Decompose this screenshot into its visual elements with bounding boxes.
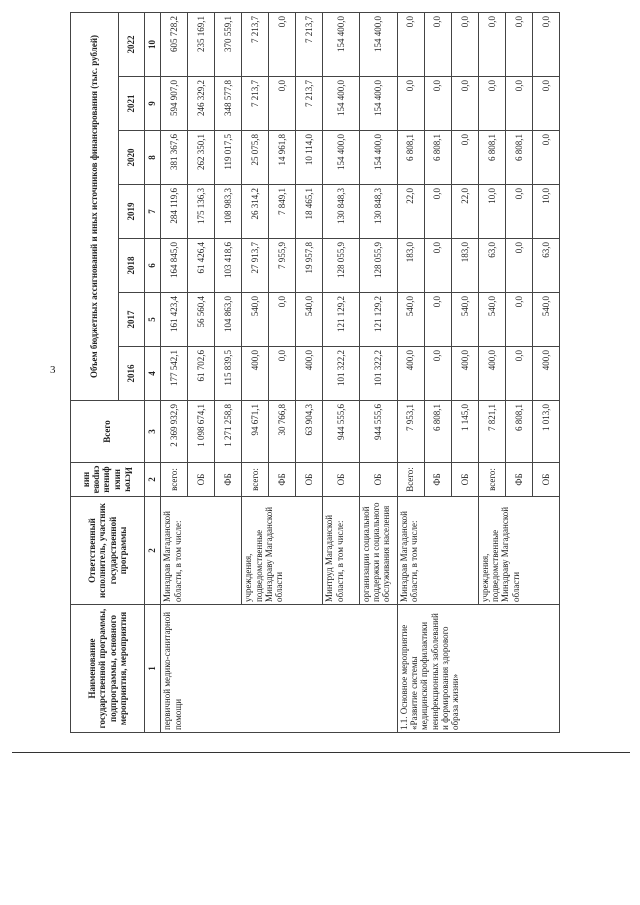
total-value-cell: 1 271 258,8 [215, 401, 242, 463]
year-value-cell: 540,0 [451, 293, 478, 347]
year-value-cell: 108 983,3 [215, 185, 242, 239]
year-value-cell: 0,0 [397, 77, 424, 131]
year-value-cell: 14 961,8 [269, 131, 296, 185]
total-value-cell: 2 369 932,9 [161, 401, 188, 463]
year-value-cell: 22,0 [397, 185, 424, 239]
year-value-cell: 27 913,7 [242, 239, 269, 293]
total-value-cell: 944 555,6 [359, 401, 397, 463]
total-value-cell: 6 808,1 [505, 401, 532, 463]
year-value-cell: 540,0 [242, 293, 269, 347]
source-cell: ОБ [532, 463, 559, 497]
year-value-cell: 183,0 [397, 239, 424, 293]
year-value-cell: 7 213,7 [242, 13, 269, 77]
year-value-cell: 61 426,4 [188, 239, 215, 293]
year-value-cell: 605 728,2 [161, 13, 188, 77]
year-value-cell: 0,0 [397, 13, 424, 77]
year-value-cell: 183,0 [451, 239, 478, 293]
total-value-cell: 94 671,1 [242, 401, 269, 463]
col-number: 6 [145, 239, 161, 293]
year-value-cell: 7 213,7 [296, 77, 323, 131]
year-value-cell: 154 400,0 [323, 131, 359, 185]
executor-cell: Минздрав Магаданской области, в том числе: [161, 497, 242, 605]
col-number: 2 [145, 497, 161, 605]
total-value-cell: 30 766,8 [269, 401, 296, 463]
year-value-cell: 0,0 [478, 13, 505, 77]
source-cell: ОБ [188, 463, 215, 497]
year-value-cell: 63,0 [478, 239, 505, 293]
executor-cell: Минтруд Магаданской области, в том числе: [323, 497, 359, 605]
header-name: Наименование государственной программы, подпрограммы, основного мероприятия, мероприятия [71, 605, 145, 733]
year-value-cell: 400,0 [296, 347, 323, 401]
year-value-cell: 540,0 [397, 293, 424, 347]
header-year: 2022 [119, 13, 145, 77]
year-value-cell: 6 808,1 [505, 131, 532, 185]
source-cell: ОБ [323, 463, 359, 497]
year-value-cell: 119 017,5 [215, 131, 242, 185]
year-value-cell: 235 169,1 [188, 13, 215, 77]
total-value-cell: 1 145,0 [451, 401, 478, 463]
total-value-cell: 6 808,1 [424, 401, 451, 463]
year-value-cell: 19 957,8 [296, 239, 323, 293]
source-cell: всего: [242, 463, 269, 497]
year-value-cell: 0,0 [505, 77, 532, 131]
year-value-cell: 25 075,8 [242, 131, 269, 185]
page-divider [12, 752, 630, 753]
header-year: 2019 [119, 185, 145, 239]
col-number: 4 [145, 347, 161, 401]
year-value-cell: 0,0 [424, 239, 451, 293]
year-value-cell: 0,0 [478, 77, 505, 131]
col-number: 10 [145, 13, 161, 77]
year-value-cell: 6 808,1 [478, 131, 505, 185]
year-value-cell: 7 213,7 [296, 13, 323, 77]
year-value-cell: 0,0 [269, 13, 296, 77]
source-cell: ФБ [215, 463, 242, 497]
year-value-cell: 18 465,1 [296, 185, 323, 239]
year-value-cell: 130 848,3 [359, 185, 397, 239]
year-value-cell: 63,0 [532, 239, 559, 293]
header-total: Всего [71, 401, 145, 463]
year-value-cell: 61 702,6 [188, 347, 215, 401]
year-value-cell: 154 400,0 [359, 77, 397, 131]
year-value-cell: 26 314,2 [242, 185, 269, 239]
year-value-cell: 0,0 [532, 131, 559, 185]
year-value-cell: 400,0 [242, 347, 269, 401]
year-value-cell: 400,0 [532, 347, 559, 401]
total-value-cell: 944 555,6 [323, 401, 359, 463]
year-value-cell: 154 400,0 [323, 13, 359, 77]
year-value-cell: 0,0 [532, 77, 559, 131]
year-value-cell: 22,0 [451, 185, 478, 239]
col-number: 2 [145, 463, 161, 497]
year-value-cell: 154 400,0 [359, 131, 397, 185]
year-value-cell: 130 848,3 [323, 185, 359, 239]
col-number: 9 [145, 77, 161, 131]
year-value-cell: 0,0 [451, 77, 478, 131]
source-cell: ОБ [296, 463, 323, 497]
year-value-cell: 101 322,2 [323, 347, 359, 401]
year-value-cell: 161 423,4 [161, 293, 188, 347]
year-value-cell: 10 114,0 [296, 131, 323, 185]
year-value-cell: 115 839,5 [215, 347, 242, 401]
program-name-cell: 1.1. Основное мероприятие «Развитие системы медицинской профилактики неинфекционных заболеваний и формирования здорового образа жизни» [397, 605, 559, 733]
source-cell: Всего: [397, 463, 424, 497]
year-value-cell: 0,0 [532, 13, 559, 77]
year-value-cell: 56 560,4 [188, 293, 215, 347]
col-number: 5 [145, 293, 161, 347]
source-cell: ФБ [424, 463, 451, 497]
year-value-cell: 0,0 [269, 77, 296, 131]
year-value-cell: 6 808,1 [397, 131, 424, 185]
year-value-cell: 177 542,1 [161, 347, 188, 401]
year-value-cell: 103 418,6 [215, 239, 242, 293]
year-value-cell: 121 129,2 [359, 293, 397, 347]
total-value-cell: 7 821,1 [478, 401, 505, 463]
header-year: 2018 [119, 239, 145, 293]
year-value-cell: 10,0 [478, 185, 505, 239]
executor-cell: Минздрав Магаданской области, в том числе: [397, 497, 478, 605]
year-value-cell: 0,0 [269, 293, 296, 347]
table-row [161, 13, 188, 733]
header-year: 2017 [119, 293, 145, 347]
col-number: 8 [145, 131, 161, 185]
rotated-table-wrapper [70, 13, 560, 733]
total-value-cell: 1 098 674,1 [188, 401, 215, 463]
year-value-cell: 0,0 [424, 185, 451, 239]
year-value-cell: 540,0 [532, 293, 559, 347]
year-value-cell: 400,0 [397, 347, 424, 401]
header-year: 2021 [119, 77, 145, 131]
year-value-cell: 154 400,0 [359, 13, 397, 77]
executor-cell: учреждения, подведомственные Минздраву Магаданской области [478, 497, 559, 605]
year-value-cell: 0,0 [424, 347, 451, 401]
year-value-cell: 594 907,0 [161, 77, 188, 131]
total-value-cell: 63 904,3 [296, 401, 323, 463]
year-value-cell: 370 559,1 [215, 13, 242, 77]
header-year: 2016 [119, 347, 145, 401]
year-value-cell: 7 849,1 [269, 185, 296, 239]
year-value-cell: 400,0 [478, 347, 505, 401]
year-value-cell: 348 577,8 [215, 77, 242, 131]
executor-cell: организации социальной поддержки и социального обслуживания населения [359, 497, 397, 605]
year-value-cell: 128 055,9 [323, 239, 359, 293]
year-value-cell: 104 863,0 [215, 293, 242, 347]
header-source-text: Источники финансирования [82, 465, 134, 494]
year-value-cell: 0,0 [269, 347, 296, 401]
year-value-cell: 0,0 [505, 347, 532, 401]
source-cell: ОБ [359, 463, 397, 497]
executor-cell: учреждения, подведомственные Минздраву Магаданской области [242, 497, 323, 605]
source-cell: ФБ [505, 463, 532, 497]
col-number: 1 [145, 605, 161, 733]
source-cell: ОБ [451, 463, 478, 497]
page-number: 3 [50, 364, 56, 376]
col-number: 7 [145, 185, 161, 239]
header-source [71, 463, 145, 497]
table-row [397, 13, 424, 733]
year-value-cell: 400,0 [451, 347, 478, 401]
year-value-cell: 128 055,9 [359, 239, 397, 293]
header-volume: Объем бюджетных ассигнований и иных источников финансирования (тыс. рублей) [71, 13, 119, 401]
year-value-cell: 0,0 [505, 239, 532, 293]
year-value-cell: 7 213,7 [242, 77, 269, 131]
year-value-cell: 540,0 [296, 293, 323, 347]
year-value-cell: 7 955,9 [269, 239, 296, 293]
year-value-cell: 0,0 [505, 293, 532, 347]
year-value-cell: 175 136,3 [188, 185, 215, 239]
budget-table [70, 12, 560, 733]
year-value-cell: 284 119,6 [161, 185, 188, 239]
year-value-cell: 0,0 [505, 13, 532, 77]
header-executor: Ответственный исполнитель, участник государственной программы [71, 497, 145, 605]
total-value-cell: 1 013,0 [532, 401, 559, 463]
col-number: 3 [145, 401, 161, 463]
year-value-cell: 6 808,1 [424, 131, 451, 185]
year-value-cell: 262 350,1 [188, 131, 215, 185]
source-cell: ФБ [269, 463, 296, 497]
total-value-cell: 7 953,1 [397, 401, 424, 463]
year-value-cell: 10,0 [532, 185, 559, 239]
source-cell: всего: [478, 463, 505, 497]
year-value-cell: 164 845,0 [161, 239, 188, 293]
year-value-cell: 0,0 [424, 13, 451, 77]
year-value-cell: 0,0 [424, 293, 451, 347]
header-year: 2020 [119, 131, 145, 185]
year-value-cell: 0,0 [451, 131, 478, 185]
year-value-cell: 154 400,0 [323, 77, 359, 131]
year-value-cell: 246 329,2 [188, 77, 215, 131]
program-name-cell: первичной медико-санитарной помощи [161, 605, 397, 733]
year-value-cell: 101 322,2 [359, 347, 397, 401]
year-value-cell: 0,0 [424, 77, 451, 131]
year-value-cell: 540,0 [478, 293, 505, 347]
year-value-cell: 0,0 [505, 185, 532, 239]
year-value-cell: 381 367,6 [161, 131, 188, 185]
year-value-cell: 121 129,2 [323, 293, 359, 347]
year-value-cell: 0,0 [451, 13, 478, 77]
source-cell: всего: [161, 463, 188, 497]
